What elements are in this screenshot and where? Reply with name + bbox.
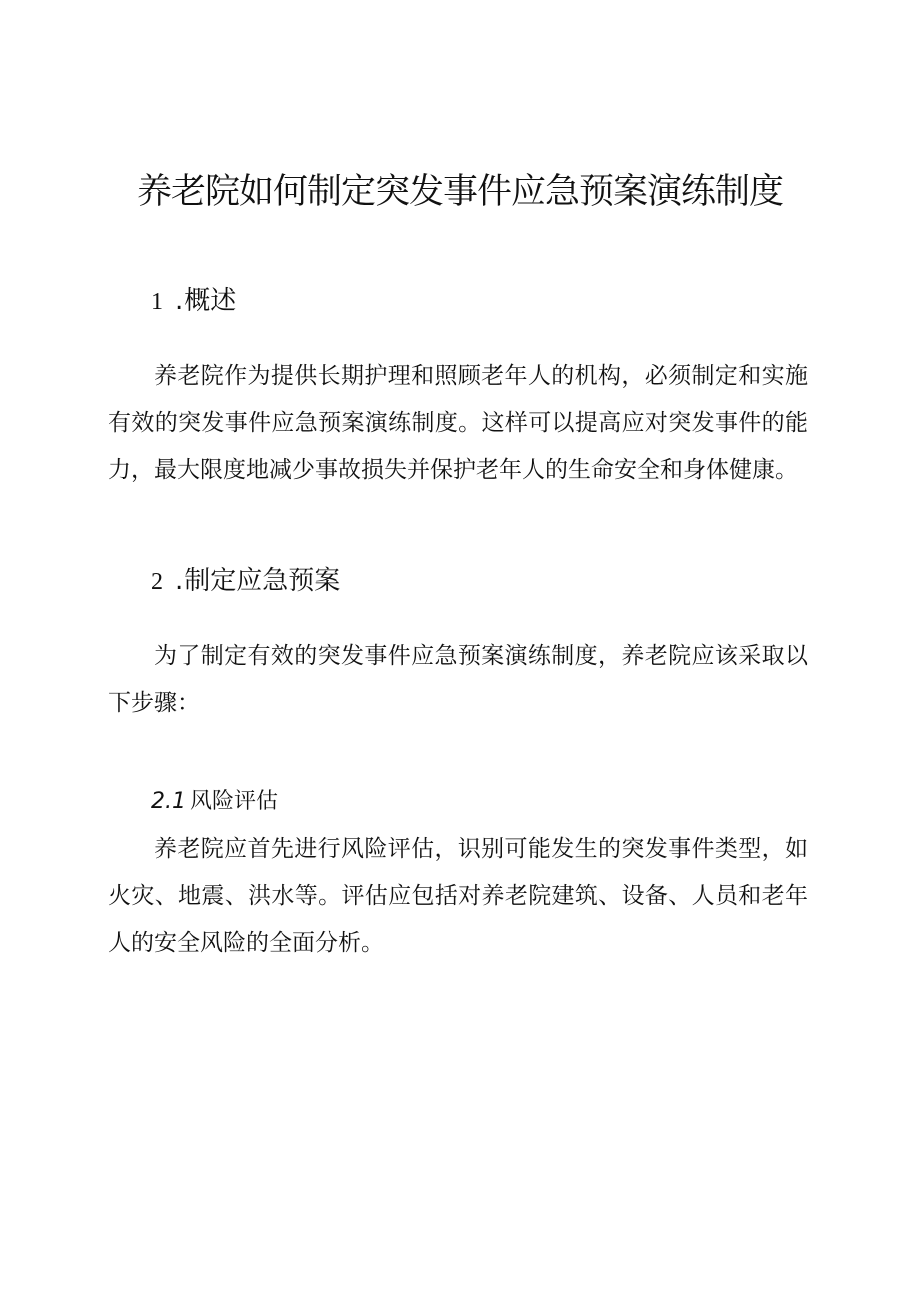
section-number: 1 <box>151 289 163 315</box>
subsection-number: 2.1 <box>151 789 186 814</box>
section-heading-emergency-plan <box>151 563 340 600</box>
subsection-heading-risk-assessment <box>151 786 278 818</box>
paragraph-overview: 养老院作为提供长期护理和照顾老年人的机构，必须制定和实施有效的突发事件应急预案演练制度。这样可以提高应对突发事件的能力，最大限度地减少事故损失并保护老年人的生命安全和身体健康。 <box>108 363 808 483</box>
section-number-dot: . <box>175 286 184 316</box>
section-title: 概述 <box>184 286 237 316</box>
section-title: 制定应急预案 <box>184 566 341 596</box>
section-number: 2 <box>151 569 163 595</box>
subsection-title: 风险评估 <box>190 789 279 814</box>
paragraph-risk-assessment: 养老院应首先进行风险评估，识别可能发生的突发事件类型，如火灾、地震、洪水等。评估应包括对养老院建筑、设备、人员和老年人的安全风险的全面分析。 <box>108 836 808 956</box>
paragraph-emergency-plan-intro: 为了制定有效的突发事件应急预案演练制度，养老院应该采取以下步骤： <box>108 643 808 716</box>
section-heading-overview <box>151 283 236 320</box>
section-number-dot: . <box>175 566 184 596</box>
document-title: 养老院如何制定突发事件应急预案演练制度 <box>136 172 783 212</box>
